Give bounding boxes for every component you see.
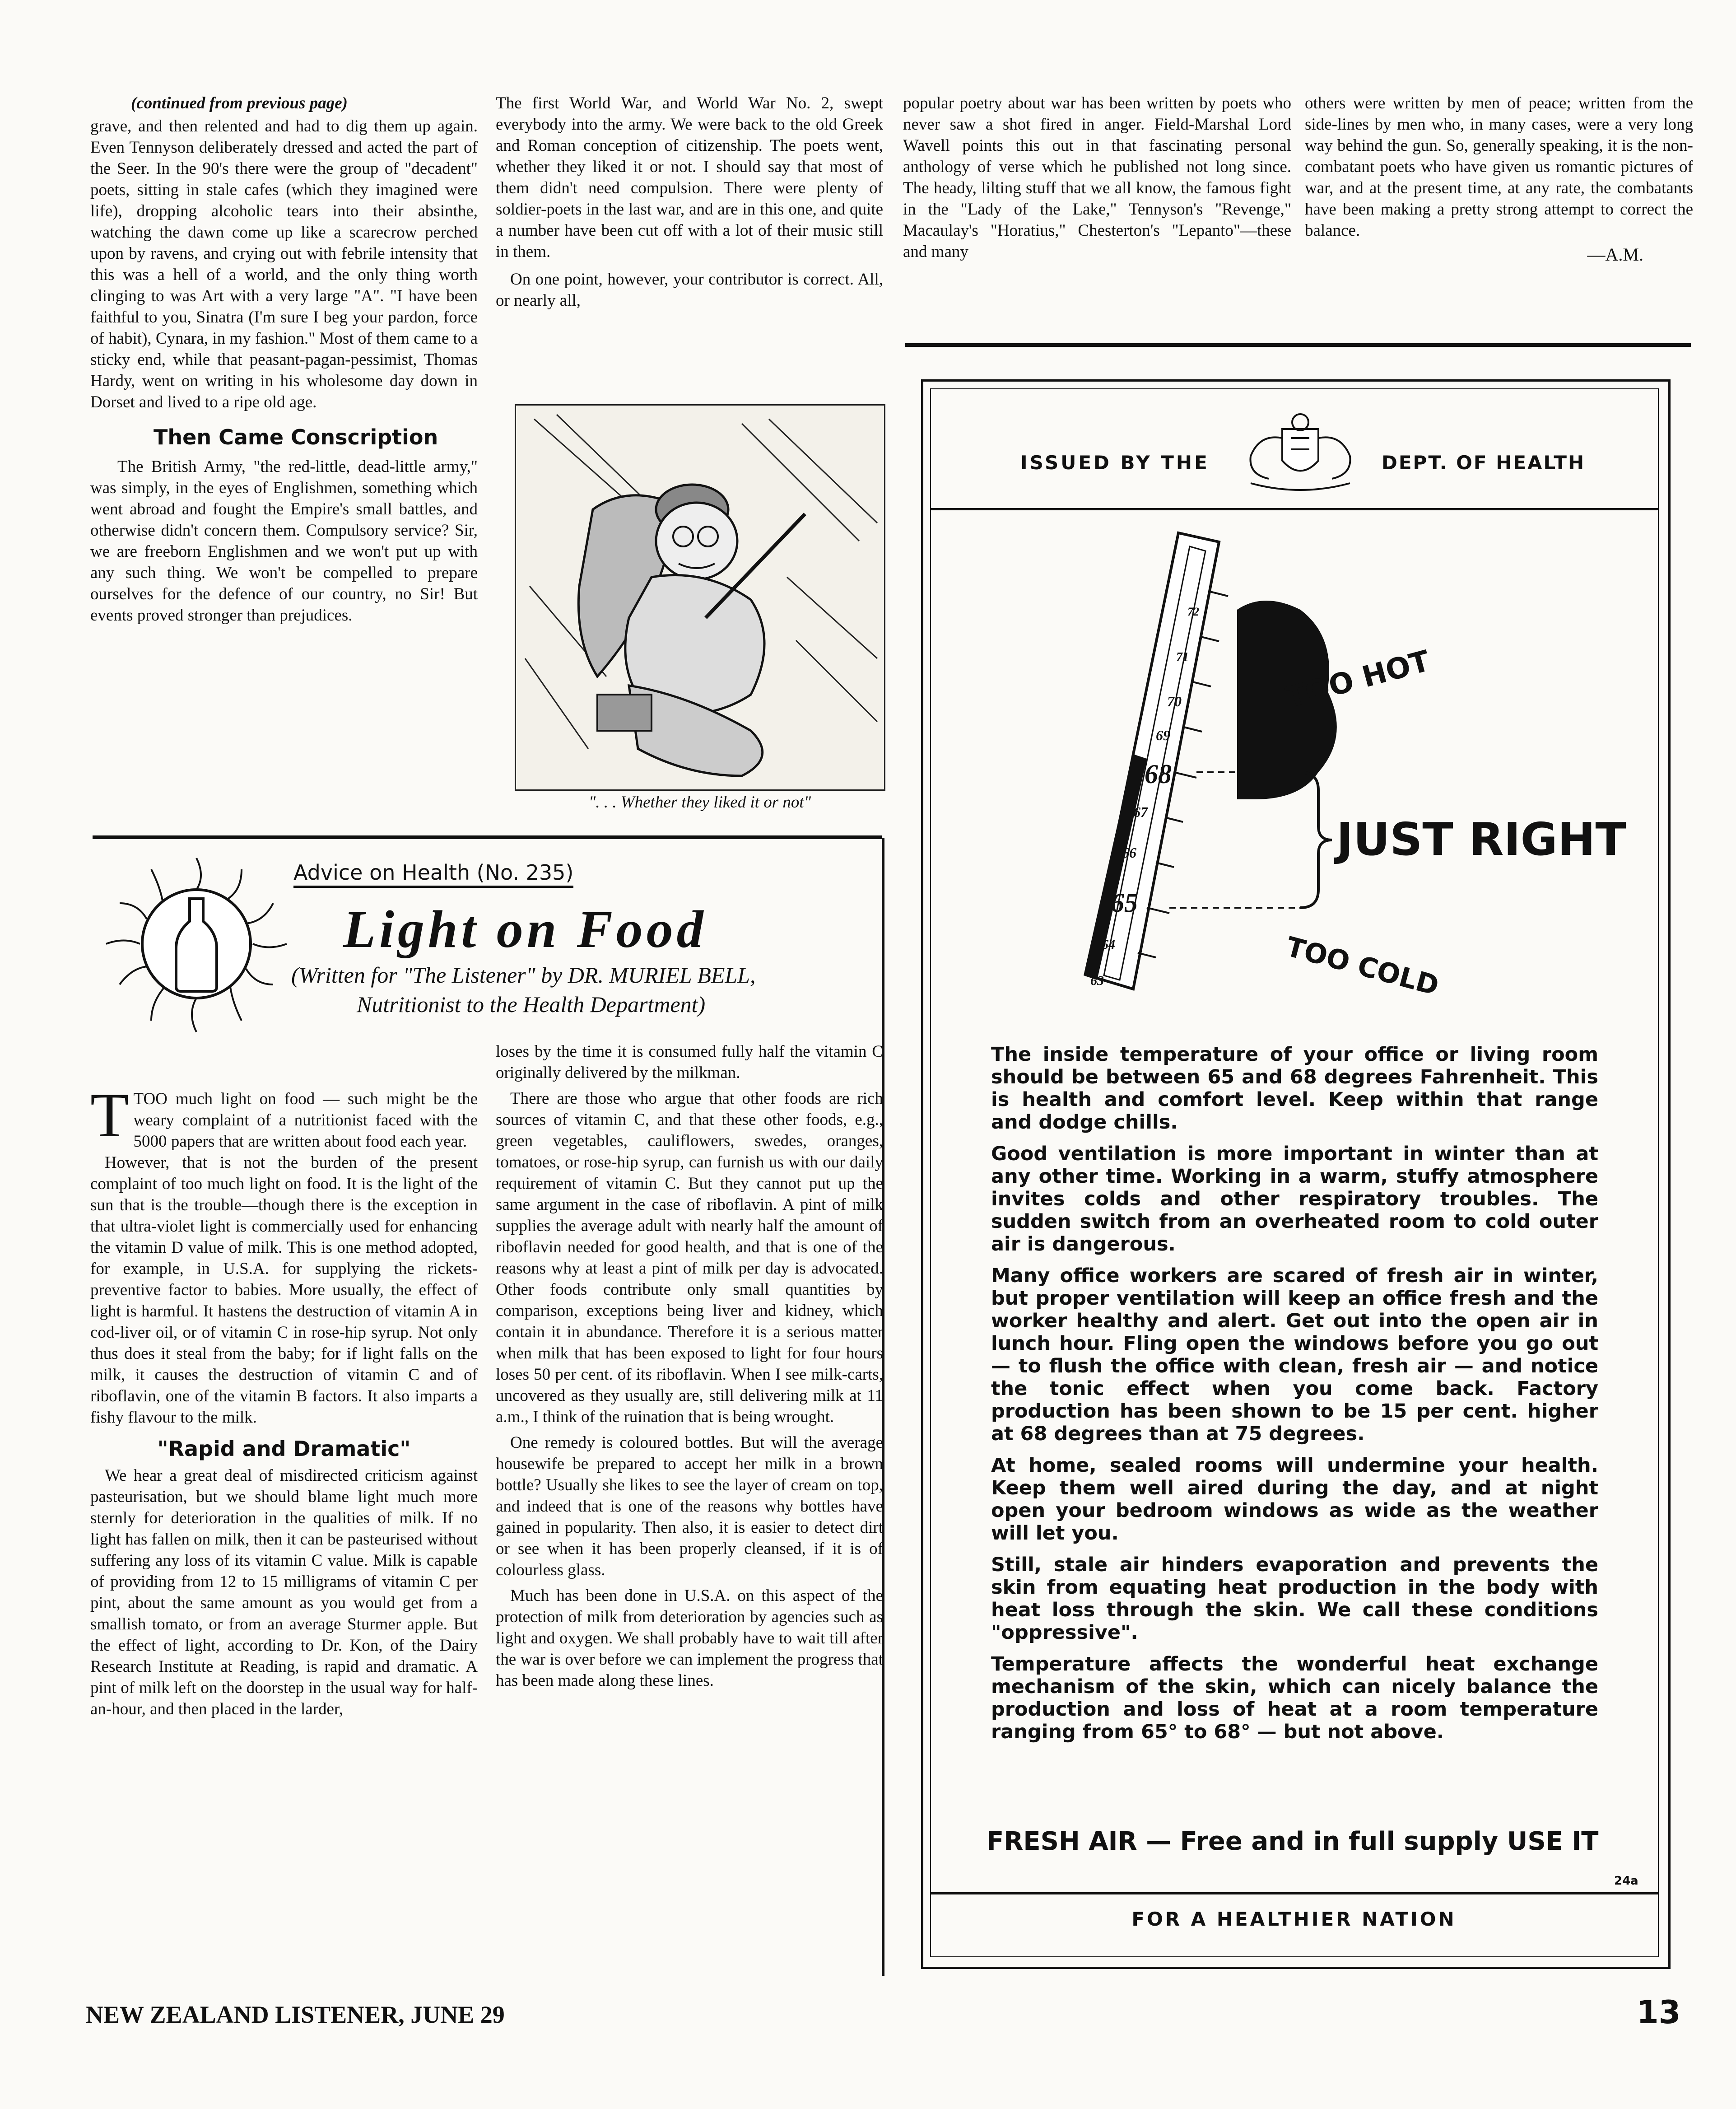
paragraph: Much has been done in U.S.A. on this aspect of the protection of milk from deterioration by agencies such as light and oxygen. We shall probably have to wait till after the war is over before we can implement the progress that has been made along these lines. [496,1586,883,1690]
advert-code: 24a [1614,1874,1638,1888]
subheading-conscription: Then Came Conscription [154,425,438,449]
masthead-footer: NEW ZEALAND LISTENER, JUNE 29 [86,2001,505,2028]
thermo-label-72: 72 [1187,605,1199,618]
advert-footer-rule [930,1892,1658,1894]
thermo-label-70: 70 [1167,693,1182,709]
soldier-illustration [516,406,884,789]
just-right-label: JUST RIGHT [1336,813,1626,866]
thermo-label-67: 67 [1133,804,1148,820]
thermo-label-63: 63 [1090,973,1104,988]
article-title: Light on Food [343,900,707,959]
page-number: 13 [1637,1994,1681,2031]
drop-cap: T [90,1080,129,1150]
continued-note: (continued from previous page) [131,94,348,112]
middle-column [496,93,883,311]
article-column-1 [90,1080,478,1720]
top-right-rule [905,343,1691,347]
byline-2: Nutritionist to the Health Department) [357,992,706,1017]
advert-paragraph: At home, sealed rooms will undermine your health. Keep them well aired during the day, and at night open your bedroom windows as wide as the weather will let you. [991,1454,1598,1544]
fresh-air-slogan: FRESH AIR — Free and in full supply USE IT [987,1827,1599,1856]
paragraph: One remedy is coloured bottles. But will the average housewife be prepared to accept her milk in a brown bottle? Usually she likes to see the layer of cream on top, and indeed that is one of the reasons why bottles have gained in popularity. Then also, it is easier to detect dirt or see when it has been properly cleansed, if it is of colourless glass. [496,1433,883,1579]
advert-body [991,1043,1598,1752]
signature: —A.M. [1587,244,1643,265]
paragraph: We hear a great deal of misdirected criticism against pasteurisation, but we should blame light much more sternly for deterioration in the qualities of milk. If no light has fallen on milk, then it can be pasteurised without suffering any loss of its vitamin C value. Milk is capable of providing from 12 to 15 milligrams of vitamin C per pint, about the same amount as you would get from a smallish tomato, or from an average Sturmer apple. But the effect of light, according to Dr. Kon, of the Dairy Research Institute at Reading, is rapid and dramatic. A pint of milk left on the doorstep in the usual way for half-an-hour, and then placed in the larder, [90,1466,478,1718]
thermo-label-69: 69 [1156,727,1170,743]
paragraph: However, that is not the burden of the present complaint of too much light on food. It is the light of the sun that is the trouble—though there is the exception in that ultra-violet light is commercially used for enhancing the vitamin D value of milk. This is one method adopted, for example, in U.S.A. for supplying the rickets-preventive factor to babies. More usually, the effect of light is harmful. It hastens the destruction of vitamin A in cod-liver oil, or of vitamin C in rose-hip syrup. Not only thus does it steal from the baby; for if light falls on the milk, it causes the destruction of vitamin C and of riboflavin, one of the vitamin B factors. It also imparts a fishy flavour to the milk. [90,1153,478,1427]
paragraph: popular poetry about war has been written by poets who never saw a shot fired in anger. Field-Marshal Lord Wavell points this out in that fascinating personal anthology of verse which he published not long since. The heady, lilting stuff that we all know, the famous fight in the "Lady of the Lake," Tennyson's "Revenge," Macaulay's "Horatius," Chesterton's "Lepanto"—these and many [903,94,1291,261]
thermo-label-66: 66 [1122,845,1136,861]
too-hot-label: TOO HOT [1282,644,1433,715]
paragraph-lead [90,1080,478,1152]
paragraph: There are those who argue that other foods are rich sources of vitamin C, and that these other foods, e.g., green vegetables, cauliflowers, swedes, oranges, tomatoes, or rose-hip syrup, can furnish us with our daily requirement of vitamin C. But they cannot put up the same argument in the case of riboflavin. A pint of milk supplies the average adult with nearly half the amount of riboflavin needed for good health, and that is one of the reasons why at least a pint of milk per day is advocated. Other foods contribute only small quantities by comparison, exceptions being liver and kidney, which contain it in abundance. Therefore it is a serious matter when milk that has been exposed to light for four hours loses 50 per cent. of its riboflavin. When I see milk-carts, uncovered as they usually are, still delivering milk at 11 a.m., I think of the ruination that is being wrought. [496,1089,883,1426]
fourth-column [1305,93,1693,265]
sun-bottle-logo [97,849,296,1039]
paragraph: The first World War, and World War No. 2, swept everybody into the army. We were back to the old Greek and Roman conception of citizenship. The poets went, whether they liked it or not. I should say that most of them didn't need compulsion. There were plenty of soldier-poets in the last war, and are in this one, and quite a number have been cut off with a lot of their music still in them. [496,94,883,261]
paragraph: others were written by men of peace; written from the side-lines by men who, in many cases, were a very long way behind the gun. So, generally speaking, it is the non-combatant poets who have given us romantic pictures of war, and at the present time, at any rate, the combatants have been making a pretty strong attempt to correct the balance. [1305,94,1693,240]
thermo-label-68: 68 [1145,759,1172,789]
lead-text: TOO much light on food — such might be the weary complaint of a nutritionist faced with the 5000 papers that are written about food each year. [133,1090,478,1151]
advert-paragraph: Many office workers are scared of fresh air in winter, but proper ventilation will keep an office fresh and the worker healthy and alert. Get out into the open air in lunch hour. Fling open the windows before you go out — to flush the office with clean, fresh air — and notice the tonic effect when you come back. Factory production has been shown to be 15 per cent. higher at 68 degrees than at 75 degrees. [991,1264,1598,1445]
dept-name: DEPT. OF HEALTH [1382,452,1586,474]
paragraph: grave, and then relented and had to dig them up again. Even Tennyson deliberately dressed and acted the part of the Seer. In the 90's there were the group of "decadent" poets, sitting in stale cafes (which they imagined were life), dropping alcoholic tears into their absinthe, watching the dawn come up like a scarecrow perched upon by ravens, and crying out with febrile intensity that this was a hell of a world, and the only thing worth clinging to was Art with a very large "A". "I have been faithful to you, Sinatra (I'm sure I beg your pardon, force of habit), Cynara, in my fashion." Most of them came to a sticky end, while that peasant-pagan-pessimist, Thomas Hardy, went on writing in his wholesome day down in Dorset and lived to a ripe old age. [90,117,478,411]
cartoon-soldier-poet [515,404,885,791]
left-column [90,93,478,626]
paragraph: The British Army, "the red-little, dead-little army," was simply, in the eyes of Englishmen, something which went abroad and fought the Empire's small battles, and otherwise didn't concern them. Compulsory service? Sir, we are freeborn Englishmen and we won't put up with any such thing. We won't be compelled to prepare ourselves for the defence of our country, no Sir! But events proved stronger than prejudices. [90,457,478,625]
paragraph: loses by the time it is consumed fully half the vitamin C originally delivered by the milkman. [496,1042,883,1082]
article-column-2 [496,1041,883,1691]
too-cold-label: TOO COLD [1282,931,1443,1002]
advert-paragraph: Still, stale air hinders evaporation and prevents the skin from equating heat production in the body with heat loss through the skin. We call these conditions "oppressive". [991,1554,1598,1644]
thermo-label-71: 71 [1176,650,1189,664]
cartoon-caption: ". . . Whether they liked it or not" [588,793,811,812]
issued-by: ISSUED BY THE [1020,452,1210,474]
section-rule [93,835,882,839]
third-column [903,93,1291,262]
advert-footer: FOR A HEALTHIER NATION [1131,1908,1457,1930]
advert-paragraph: Temperature affects the wonderful heat exchange mechanism of the skin, which can nicely balance the production and loss of heat at a room temperature ranging from 65° to 68° — but not above. [991,1653,1598,1743]
advert-paragraph: Good ventilation is more important in winter than at any other time. Working in a warm, stuffy atmosphere invites colds and other respiratory troubles. The sudden switch from an overheated room to cold outer air is dangerous. [991,1143,1598,1255]
advert-paragraph: The inside temperature of your office or living room should be between 65 and 68 degrees Fahrenheit. This is health and comfort level. Keep within that range and dodge chills. [991,1043,1598,1134]
byline-1: (Written for "The Listener" by DR. MURIEL BELL, [291,962,756,988]
paragraph: On one point, however, your contributor is correct. All, or nearly all, [496,270,883,310]
subheading-rapid: "Rapid and Dramatic" [157,1437,411,1461]
series-label: Advice on Health (No. 235) [293,860,573,888]
thermo-label-64: 64 [1102,937,1115,952]
thermo-label-65: 65 [1111,888,1138,918]
advert-header-rule [930,508,1658,510]
coat-of-arms-icon [1233,406,1368,497]
